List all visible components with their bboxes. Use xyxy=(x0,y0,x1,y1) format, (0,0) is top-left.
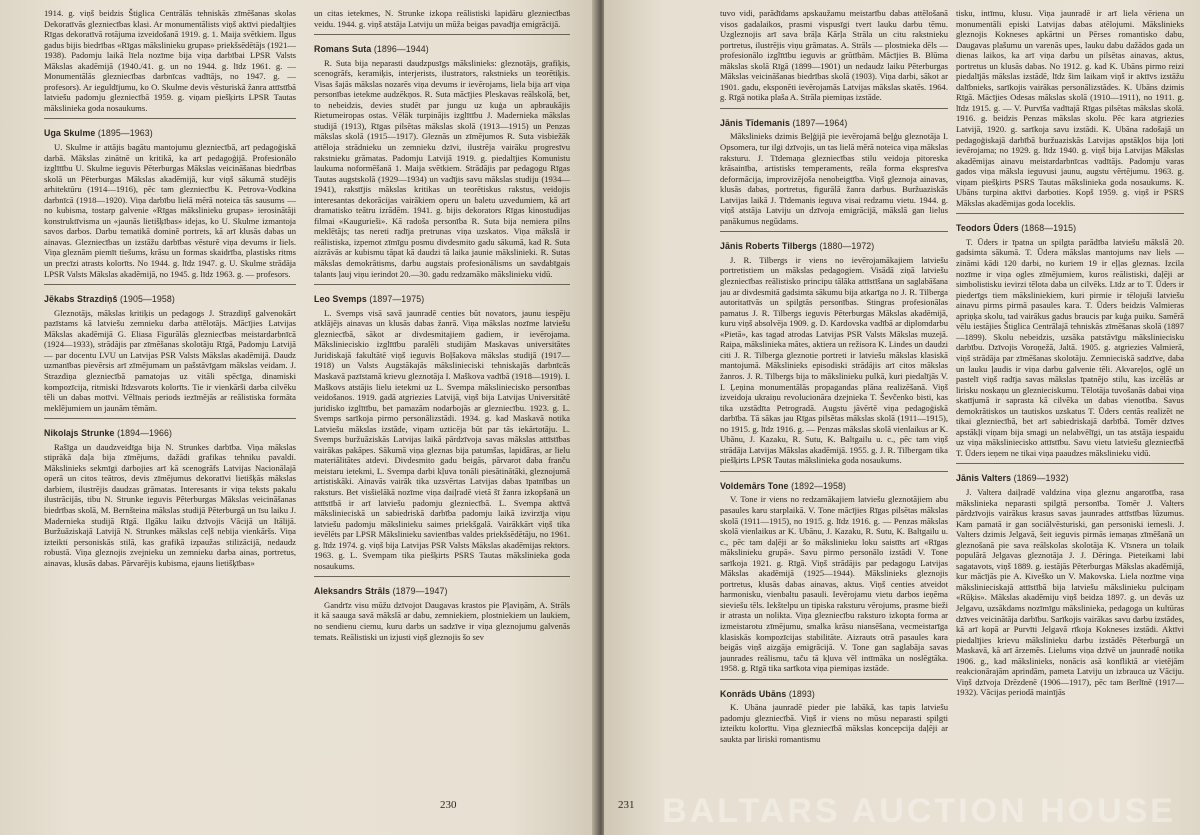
page-number-right: 231 xyxy=(618,799,635,811)
artist-dates: (1897—1975) xyxy=(369,294,425,305)
left-page xyxy=(0,0,596,835)
artist-heading xyxy=(44,428,296,439)
col4-intro: tisku, intīmu, klusu. Viņa jaunradē ir arī liela vēriena un monumentāli episki Latvijas dabas atēlojumi. Mākslinieks gleznojis Kokneses apkārtni un Pērses romantisko dabu, Daugavas plašumu un varenās upes, lauku dabu dažādos gada un dienas laikos, ka arī viņa darbu un pilsētas ainavas, aktus, portretus un klusās dabas. No 1912. g. kad K. Ubāns pirmo reizi piedalījās mākslas izstādē, līdz šim laikam viņš ir aktīvs izstāžu dalībnieks, sarīkojis vairākas personālizstādes. K. Ubāns dzimis Rīgā. Mācījies Odesas mākslas skolā (1910—1911), no 1911. g. līdz 1915. g. — V. Purvīša vadītajā Rīgas pilsētas mākslas skolā. 1916. g. beidzis Penzas mākslas skolu. Pēc kara atgriezies Latvijā, 1920. g. sarīkoja savu izstādi. K. Ubāna radošajā un pedagoģiskajā darbībā buržuaziskās Latvijas apstākļos bija ļoti ievērojama; no 1929. g. līdz 1940. g. viņš bija Latvijas Mākslas akadēmijas ainavu meistardarbnīcas vadītājs. Padomju varas gados viņa māksla ieguvusi jaunu, augstu vērtējumu. 1963. g. viņam piešķirts PSRS Tautas mākslinieka goda nosaukums. K. Ubāns turpina aktīvi darboties. Kopš 1959. g. viņš ir PSRS Mākslas akadēmijas goda loceklis. xyxy=(956,8,1184,208)
artist-heading xyxy=(720,241,948,252)
column-4 xyxy=(956,8,1184,700)
artist-dates: (1893) xyxy=(788,688,815,699)
artist-name: Jānis Valters xyxy=(956,473,1012,484)
page-number-left: 230 xyxy=(440,799,457,811)
artist-heading xyxy=(314,294,570,305)
artist-name: Voldemārs Tone xyxy=(720,480,789,491)
artist-dates: (1897—1964) xyxy=(792,117,848,128)
artist-heading xyxy=(44,128,296,139)
artist-biography: U. Skulme ir attājis bagātu mantojumu glezniecībā, arī pedagoģiskā darbā. Mākslas zinātnē un kritikā, ka arī pedagoģijā. Profesionālo izglītību U. Skulme ieguvis Pēterburgas Mākslas veicināšanas biedrības skolā un Pēterburgas Mākslas akadēmijā, kur viņš sākumā studējis arhitektūru (1914—1916), pēc tam glezniecību K. Petrova-Vodkina darbnīcā (1918—1920). Viņa darbību lielā mērā noteica tās sausums — no kubisma, tostarp galvenie «Rīgas mākslinieku grupas» ierosinātāji konstruktīvisma un «jaunās lietišķības» idejas, ko U. Skulme izmantoja savos darbos. Darbu tematikā dominē portrets, kā arī klusās dabas un ainavas. Glezniecības un izstāžu darbības vēsturē viņa devums ir liels. Viņa gleznām piemīt tiešums, krāsu un formas skaidrība, plastisks ritms un precīzi atrasts kolorīts. No 1944. g. līdz 1947. g. U. Skulme strādāja LPSR Valsts Mākslas akadēmijā, no 1945. g. līdz 1963. g. — profesors. xyxy=(44,142,296,279)
artist-dates: (1894—1966) xyxy=(117,428,172,439)
artist-heading xyxy=(44,294,296,305)
artist-biography: V. Tone ir viens no redzamākajiem latviešu gleznotājiem abu pasaules karu starplaikā. V. Tone mācījies Rīgas pilsētas mākslas skolā (1911—1915), no 1915. g. līdz 1916. g. — Penzas mākslas skolā vienlaikus ar K. Ubānu, J. Kazaku, R. Sutu, K. Baltgailu u. c., pēc tam daļēji ar šo mākslinieku loku saistīts arī «Rīgas mākslinieku grupā». Savu pirmo personālo izstādi V. Tone sarīkoja 1921. g. Rīgā. Viņš strādājis par pedagogu Latvijas Mākslas akadēmijā (1925—1944). Mākslinieks gleznojis portretus, klusās dabas ainavas, aktus. Viņš centies atveidot harmonisku, vienbaltu pasauli. Ievērojamu vietu darbos ieņēma sieviešu tēls. Iekštelpu un tipiska raksturu vērojums, prasme bieži ir atrasta un nolikta. Viņa glezniecību raksturo izkopta forma ar izmeistarotu zīmējumu, smalka krāsu niansēšana, vecmeistarīga klasiskās kompozīcijas stabilitāte. Aizrauts otrā pasaules kara beigās viņš aizgāja emigrācijā. V. Tone gan saglabāja savas jaunrades reālismu, taču tā kļuva vēl intīmāka un noslēgtāka. 1958. g. Rīgā tika sarīkota viņa piemiņas izstāde. xyxy=(720,494,948,674)
artist-name: Konrāds Ubāns xyxy=(720,688,787,699)
artist-name: Teodors Ūders xyxy=(956,223,1019,234)
column-3 xyxy=(720,8,948,746)
artist-heading xyxy=(956,223,1184,234)
divider xyxy=(314,284,570,285)
artist-dates: (1879—1947) xyxy=(392,586,448,597)
artist-heading xyxy=(314,44,570,55)
artist-name: Jānis Roberts Tilbergs xyxy=(720,241,817,252)
column-1 xyxy=(44,8,296,570)
artist-biography: T. Ūders ir īpatna un spilgta parādība latviešu mākslā 20. gadsimta sākumā. T. Ūdera mākslas mantojums nav liels — zināmi kādi 120 darbi, no kuriem 19 ir eļļas gleznas. Izcila nozīme ir viņa ogles zīmējumiem, kuros reālistiski, daļēji ar simbolistisku ievirzi tēlota daba un cilvēks. Līdz ar to T. Ūders ir piederīgs tiem māksliniekiem, kuri pirmie ir tēlojuši latviešu ainavu pirms pirmā pasaules kara. T. Ūders beidzis Valmieras apriņķa skolu, tad vairākus gadus braucis par kuģa puiku. Samērā vēlu iestājies Štiglica Centrālajā tehniskās zīmēšanas skolā (1897—1899). Skolu nebeidzis, uzsāka patstāvīgu māksliniecisku darbību. Dzīvojis Voroņežā, Jaltā. 1905. g. atgriezies Valmierā, viņš strādāja par zīmēšanas skolotāju. Zemnieciskā sadzīve, daba un lauku ļaudis ir viņa darbu galvenie tēli. Akvareļos, oglē un pastelī viņš radīja savas mākslas īpatnējo stilu, kas izcēlās ar lirisku noskaņu un gleznieciskumu. Tēlotāja tuvošanās dabai viņa skatījumā ir saprasta kā cilvēka un dabas vienotība. Savus demokrātiskos un tautiskos uzskatus T. Ūders centās realizēt ne tikai glezniecībā, bet arī sabiedriskajā darbībā. Tomēr dzīves apstākļi viņam bija smagi un nelabvēlīgi, un tas atstāja iespaidu uz viņa māksliniecisko attīstību. Savu vietu latviešu glezniecībā T. Ūders ieņem ne tikai viņa paaudzes mākslinieku vidū. xyxy=(956,236,1184,458)
artist-biography: J. Valtera daiļradē valdzina viņa gleznu angarotība, rasa mākslinieka neparasti spilgtā personība. Tomēr J. Valters pārdzīvojis vairākus krasus savas jaunrades attīstības lūzumus. Kam pamatā ir gan sociālvēsturiski, gan personiski iemesli. J. Valters dzimis Jelgavā, šeit ieguvis pirmās iemaņas zīmēšanā un gleznošanā pie sava reālskolas skolotāja K. Vīsnera un tolaik populārā Jelgavas gleznotāja J. J. Dēringa. Pieteikami labi sagatavots, viņš 1889. g. iestājās Pēterburgas Mākslas akadēmijā, kur mācījās pie A. Kiveško un V. Makovska. Liela nozīme viņa mākslinieciskajā attīstībā bija latviešu mākslinieku pulciņam «Rūķis». Mākslas akadēmiju viņš beidza 1897. g. un devās uz Jelgavu, uzsākdams nozīmīgu mākslinieka, pedagoga un kultūras dzīves veicinātāja darbību. Sarīkojis vairākas savu darbu izstādes, kā arī kopā ar Purvīti Jelgavā rīkoja Kokneses izstādi. Aktīvi piedalījies krievu mākslinieku darbu izstādēs Pēterburgā un Maskavā, kā arī ārzemēs. Lielums viņa dzīvē un jaunradē notika 1906. g., kad mākslinieks, nonācis asā konfliktā ar vietējām reakcionārajām aprindām, pameta Latviju un izbrauca uz Vāciju. Viņš dzīvoja Drēzdenē (1906—1917), pēc tam Berlīnē (1917—1932). Vācijas periodā mainījās xyxy=(956,486,1184,698)
artist-dates: (1892—1958) xyxy=(791,480,846,491)
artist-biography: R. Suta bija neparasti daudzpusīgs mākslinieks: gleznotājs, grafiķis, scenogrāfs, keramiķis, interjerists, ilustrators, rakstnieks un teorētiķis. Visas šajās mākslas nozarēs viņa devums ir ievērojams, liela bija arī viņa personības ietekme audzēkņos. R. Suta mācījies Pleskavas reālskolā, bet, to nebeidzis, devies studēt par jungu uz kuģa un apbraukājis Rietumeiropas ostas. Vēlāk turpinājis izglītību J. Madernieka mākslas studijā (1913), Rīgas pilsētas mākslas skolā (1913—1915) un Penzas mākslas skolā (1915—1917). Gleznās un zīmējumos R. Suta visbiežāk attēloja strādnieku un zemnieku dzīvi, ilustrēja vairāku progresīvu rakstnieku grāmatas. Padomju Latvijā 1919. g. piedalījies Komunistu laukuma noformēšanā 1. Maija svētkiem. Strādājis par pedagogu Rīgas Tautas augstskolā (1929—1934) un vadījis savu mākslas studiju (1934—1941), rakstījis mākslas kritikas un teorētiskus rakstus, veidojis interesantas dekorācijas vairākiem operu un baletu uzvedumiem, kā arī dramatisko teātru izrādēm. 1941. g. bijis dekorators Rīgas kinostudijas filmai «Kaugurieši». Kā radoša personība R. Suta bija nemiera pilns meklētājs; tas nereti radīja pretrunas viņa uzskatos. Viņa mākslā ir reālistiska, izpemot zīmīgu posmu divdesmito gadu sākumā, kad R. Suta aizrāvās ar kubismu tāpat kā daudzi tā laika jaunie mākslinieki. R. Sutas mākslas demokrātisms, darbu augstais profesionālisms un savdabīgais talants ļauj viņu ierindot 20.—30. gadu redzamāko mākslinieku vidū. xyxy=(314,57,570,279)
artist-dates: (1869—1932) xyxy=(1013,473,1069,484)
divider xyxy=(44,284,296,285)
divider xyxy=(720,471,948,472)
artist-dates: (1895—1963) xyxy=(97,128,153,139)
column-2 xyxy=(314,8,570,644)
divider xyxy=(720,679,948,680)
artist-heading xyxy=(956,473,1184,484)
artist-heading xyxy=(720,689,948,700)
col3-intro: tuvo vidi, parādīdams apskaužamu meistarību dabas attēlošanā visos gadalaikos, prasmi vispusīgi tvert lauku darbu tēmu. Uzgleznojis arī sava brāļa Kārļa Strāla un citu rakstnieku portretus, ilustrējis viņu grāmatas. A. Strāls — plostnieka dēls — profesionālo izglītību ieguvis ar grūtībām. Mācījies B. Blūma mākslas skolā Rīgā (1899—1901) un nedaudz laiku Pēterburgas Mākslas veicināšanas biedrības skolā (1903). Viņa darbi, sākot ar 1901. gadu, eksponēti ievērojamās Latvijas mākslas skatēs. 1964. g. Rīgā notika plaša A. Strāla piemiņas izstāde. xyxy=(720,8,948,103)
artist-name: Jēkabs Strazdiņš xyxy=(44,294,118,305)
artist-biography: K. Ubāna jaunradē pieder pie labākā, kas tapis latviešu padomju glezniecībā. Viņš ir viens no mūsu neparasti spilgti izteiktu kolorītu. Viņa glezniecībā mākslas koncepcija daļēji ar saukta par liriski romantismu xyxy=(720,702,948,744)
divider xyxy=(956,463,1184,464)
auction-watermark: BALTARS AUCTION HOUSE xyxy=(662,792,1176,830)
artist-name: Jānis Tīdemanis xyxy=(720,117,790,128)
artist-name: Leo Svemps xyxy=(314,294,367,305)
right-page xyxy=(604,0,1200,835)
artist-biography: Gleznotājs, mākslas kritiķis un pedagogs J. Strazdiņš galvenokārt pazīstams kā latviešu zemnieku darba attēlotājs. Mācījies Latvijas Mākslas akadēmijā G. Eliasa Figurālās glezniecības meistardarbnīcā (1924—1933), strādājis par zīmēšanas skolotāju Rīgā, Padomju Latvijā — par docentu LVU un Latvijas PSR Valsts Mākslas akadēmijā. Daudz uzmanības pievērsis arī zīmējumam un pašstāvīgam mākslas veidam. J. Strazdiņa glezniecībā pamatojas uz vitāli spēcīga, dinamiski kompozīcija, ritmiski līdzsvarots kolorīts. Tie ir vienkārši darba cilvēku tēli un dabas motīvi. Vēlīnais periods iezīmējās ar reālistiska formāta meklējumiem un jaunām tēmām. xyxy=(44,307,296,413)
divider xyxy=(720,231,948,232)
divider xyxy=(44,118,296,119)
divider xyxy=(956,213,1184,214)
artist-name: Aleksandrs Strāls xyxy=(314,586,391,597)
artist-biography: Gandrīz visu mūžu dzīvojot Daugavas krastos pie Pļaviņām, A. Strāls it kā saauga savā mākslā ar dabu, zemniekiem, plostniekiem un laukiem, no sendienu ciemu, kuru darbs un sadzīve ir viņa gleznojumu galvenās temats. Reālistiski un izjusti viņš gleznojis šo sev xyxy=(314,599,570,642)
divider xyxy=(314,576,570,577)
artist-biography: Rašīga un daudzveidīga bija N. Strunkes darbība. Viņa mākslas stiprākā daļa bija zīmējums, dažādi grafikas tehniku pavaldi. Mākslinieks sekmīgi darbojies arī kā scenogrāfs Latvijas Nacionālajā operā un citos teātros, devis zīmējumus dekoratīvi lietišķās mākslas darbiem, ilustrējis daudzas grāmatas. Interesants ir viņa teksts pakalu ilustrācijās, tibu N. Strunke ieguvis Pēterburgas Mākslas veicināšanas biedrības skolā, M. Bernšteina mākslas studijā Pēterburgā un īsu laiku J. Madernieka studijā Rīgā. Ilgāku laiku dzīvojis Vācijā un Itālijā. Buržuāziskajā Latvijā N. Strunkes mākslas ceļš nebija vienkāršs. Viņa izteikti personiskās stilā, kas grafikā izpaužas stilizācijā, nedaudz robustā. Viņa gleznojis zvejnieku un zemnieku darba ainas, portretus, ainavas, klusās dabas. Pārvarējis kubisma, ejauns lietišķības» xyxy=(44,441,296,568)
artist-name: Romans Suta xyxy=(314,44,372,55)
artist-dates: (1896—1944) xyxy=(373,44,429,55)
artist-dates: (1905—1958) xyxy=(120,294,175,305)
artist-biography: L. Svemps visā savā jaunradē centies būt novators, jaunu iespēju atklājējs ainavas un klusās dabas žanrā. Viņa mākslas nozīme latviešu glezniecībā, sākot ar divdesmitajiem gadiem, ir ievērojama. Mākslinieciskio izglītību paralēli studijām Maskavas universitātes Juridiskajā fakultātē viņš ieguvis Boļšakova mākslas studijā (1917—1918) un Valsts Augstākajās mākslinieciski tehniskajās darbnīcās Maskavā pazīstamā krievu gleznotāja I. Maškova vadībā (1918—1919). I. Maškovs atstājis lielu ietekmi uz L. Svempa māksliniecisko personības veidošanos. 1919. gadā atgriezies Latvijā, viņš bija Latvijas Universitātē juridisko izglītību, bet pamazām nodarbojās ar glezniecību. 1923. g. L. Svemps sarīkoja pirmo personālizstādi. 1934. g. kad Maskavā notika Latviešu mākslas izstāde, viņam uzticēja būt par tās iekārtotāju. L. Svemps buržuāziskās Latvijas laikā pārdzīvoja savas mākslas attīstības vairākas pakāpes. Sākumā viņa gleznas bija patumšas, lapidāras, ar lielu materiālitātes atdevi. Divdesmito gadu beigās, pārvarot daba franču meistaru ietekmi, L. Svempa darbi kļuva tonāli piesātinātāki, gleznojumā artistiskāki. Ainavās vairāk tika uzsvērtas Latvijas dabas īpatnības un raksturs. Bet visšielākā nozīme viņa daiļradē vietā šī žanra izkopšanā un attīstībā ir arī latviešu padomju glezniecībā. L. Svempa aktīvā mākslinieciskā un sabiedriskā darbība padomju laikā izvirzīja viņu latviešu padomju mākslinieku saimes priekšgalā. Vairākkārt viņš tika ievēlēts par LPSR Mākslinieku savienības valdes priekšsēdētāju, no 1961. g. līdz 1974. g. viņš bija Latvijas PSR Valsts Mākslas akadēmijas rektors. 1963. g. L. Svempam tika piešķirts PSRS Tautas mākslinieka goda nosaukums. xyxy=(314,307,570,571)
divider xyxy=(720,108,948,109)
artist-heading xyxy=(314,586,570,597)
artist-name: Uga Skulme xyxy=(44,128,96,139)
artist-heading xyxy=(720,118,948,129)
divider xyxy=(44,418,296,419)
artist-biography: J. R. Tilbergs ir viens no ievērojamākajiem latviešu portretistiem un mākslas pedagogiem. Visādā ziņā latviešu glezniecības reālistisko principu tālāka attīstīšana un saglabāšana jau ar divdesmitā gadsimta sākumu bija atkarīga no J. R. Tilberga autoritatīvās un spilgtās personības. Stingras profesionālas pamatus J. R. Tilbergs ieguvis Pēterburgas Mākslas akadēmijā, kuru viņš absolvēja 1909. g. D. Kardovska vadībā ar diplomdarbu «Pietā», kas tagad atrodas Latvijas PSR Valsts Mākslas muzejā. Raipa, mākslinieka mātes, aktiera un režisora K. Lindes un daudzi citi J. R. Tilberga gleznotie portreti ir latviešu mākslas klasiskā mantojumā. Mākslinieks episodiski strādājis arī citos mākslas žanros. J. R. Tilbergs bija to mākslinieku pulkā, kuri piedalījās V. I. Ļeņina monumentālās propagandas plāna realizēšanā. Viņš izveidoja ukraiņu revolucionāra dzejnieka T. Ševčenko bisti, kas tika uzstādīta Petrogradā. Augstu jāvērtē viņa pedagoģiskā darbība. Tā sākas jau Rīgas pilsētas mākslas skolā (1911—1915), no 1915. g. līdz 1916. g. — Penzas mākslas skolā vienlaikus ar K. Ubānu, J. Kazaku, R. Sutu, K. Baltgailu u. c., pēc tam viņš strādāja Latvijas Mākslas akadēmijā. 1955. g. J. R. Tilbergam tika piešķirts LPSR Tautas mākslinieka goda nosaukums. xyxy=(720,254,948,466)
divider xyxy=(314,34,570,35)
artist-dates: (1880—1972) xyxy=(819,241,875,252)
col1-intro: 1914. g. viņš beidzis Štiglica Centrālās tehniskās zīmēšanas skolas Dekoratīvās glezniecības klasi. Ar monumentālists viņš aktīvi piedalījies Rīgas dekoratīvā rotājuma izveidošanā 1919. g. 1. Maija svētkiem. Ilgus gadus bijis biedrības «Rīgas mākslinieku grupas» priekšsēdētājs (1921—1938). Padomju laikā līela nozīme bija viņa darbībai LPSR Valsts Mākslas akadēmijā (1940./41. g. un no 1944. g. līdz 1961. g. — Monumentālās glezniecības darbnīcas vadītājs, no 1947. g. — profesors). Ar ieguldījumu, ko O. Skulme devis vēsturiskā žanra attīstībā latviešu padomju glezniecībā 1959. g. viņam piešķirts LPSR Tautas mākslinieka goda nosaukums. xyxy=(44,8,296,113)
col2-intro: un citas ietekmes, N. Strunke izkopa reālistiski lapidāru glezniecības veidu. 1944. g. viņš atstāja Latviju un mūža beigas pavadīja emigrācijā. xyxy=(314,8,570,29)
artist-heading xyxy=(720,481,948,492)
artist-biography: Mākslinieks dzimis Beļģijā pie ievērojamā beļģu gleznotāja I. Opsomera, tur ilgi dzīvojis, un tas lielā mērā noteica viņa mākslas raksturu. J. Tīdemaņa glezniecības stilu veidoja pitoreska krāsainība, artistisks temperaments, reāla forma ekspresīva deformācija, improvizējoša nenobeigtība. Viņš gleznoja ainavas, klusās dabas, portretus, figurālā žanra darbus. Buržuaziskās Latvijas laikā J. Tīdemanis ieguva visai redzamu vietu. 1944. g. viņš atstāja Latviju un dzīvoja emigrācijā, mākslā gan lielus panākumus negūdams. xyxy=(720,131,948,226)
artist-name: Nikolajs Strunke xyxy=(44,428,115,439)
artist-dates: (1868—1915) xyxy=(1021,223,1077,234)
